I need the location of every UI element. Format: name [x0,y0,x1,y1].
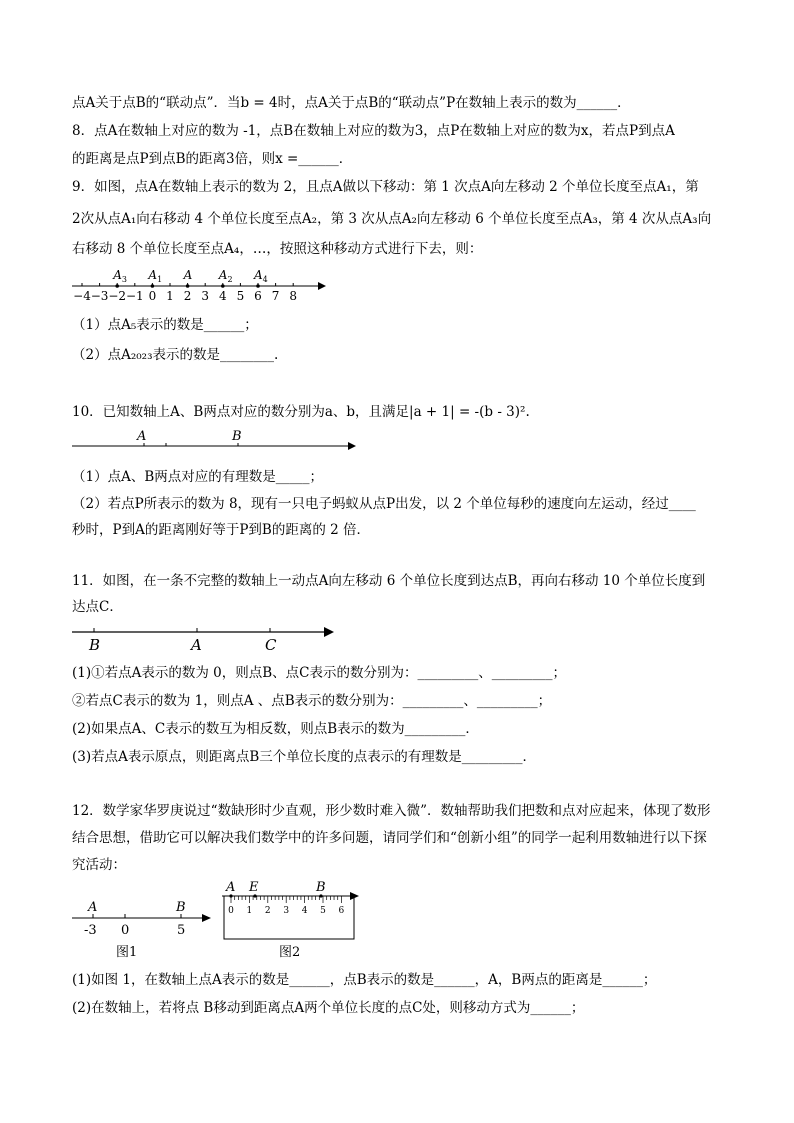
point-label-A: A [226,880,236,895]
number-line-figure-10 [70,426,360,456]
point-label-A: A [137,429,147,444]
tick-label: 0 [121,923,130,938]
point-label-C: C [265,636,277,654]
tick-label: −3 [90,289,109,303]
tick-label: 1 [166,289,174,303]
point-label-B: B [89,636,101,654]
text-line: （2）若点P所表示的数为 8，现有一只电子蚂蚁从点P出发，以 2 个单位每秒的速度向左运动，经过____ [72,496,696,512]
text-line: 结合思想，借助它可以解决我们数学中的许多问题，请同学们和“创新小组”的同学一起利用数轴进行以下探 [72,830,707,846]
text-line: (2)如果点A、C表示的数互为相反数，则点B表示的数为_________． [72,721,479,737]
ruler-tick-label: 6 [338,906,345,916]
point-A3 [115,284,119,288]
point-label-A3: $A_3$ [113,268,127,284]
tick-label: 0 [148,289,157,303]
point-A1 [151,284,155,288]
point-A2 [221,284,225,288]
text-line: (3)若点A表示原点，则距离点B三个单位长度的点表示的有理数是_________． [72,749,537,765]
point-A [186,284,190,288]
point-label-A2: $A_2$ [218,268,233,284]
point-label-B: B [232,429,242,444]
tick-label: −1 [125,289,144,303]
text-line: 8．点A在数轴上对应的数为 -1，点B在数轴上对应的数为3，点P在数轴上对应的数为x，若点P到点A [72,123,675,139]
tick-label: 5 [177,923,186,938]
text-line: （2）点A₂₀₂₃表示的数是________. [72,347,279,363]
tick-label: 2 [183,289,192,303]
tick-label: -3 [84,923,97,938]
point-label-A: A [88,900,98,915]
text-line: 11．如图，在一条不完整的数轴上一动点A向左移动 6 个单位长度到达点B，再向右移动 10 个单位长度到 [72,573,706,589]
point-label-B: B [176,900,186,915]
point-label-E: E [249,880,259,895]
figure-caption: 图1 [116,945,138,960]
tick-label: 3 [201,289,210,303]
ruler-tick-label: 4 [301,906,308,916]
point-label-A1: $A_1$ [148,268,163,284]
number-line-figure-11 [70,620,340,656]
point-A4 [256,284,260,288]
tick-label: 4 [218,289,227,303]
tick-label: 6 [254,289,262,303]
text-line: 2次从点A₁向右移动 4 个单位长度至点A₂，第 3 次从点A₂向左移动 6 个单位长度至点A₃，第 4 次从点A₃向 [72,211,712,227]
tick-label: 7 [271,289,280,303]
text-line: 9．如图，点A在数轴上表示的数为 2，且点A做以下移动：第 1 次点A向左移动 2 个单位长度至点A₁，第 [72,179,699,195]
text-line: 10．已知数轴上A、B两点对应的数分别为a、b，且满足|a + 1| = -(b - 3)². [72,404,530,420]
text-line: (2)在数轴上，若将点 B移动到距离点A两个单位长度的点C处，则移动方式为______； [72,1000,585,1016]
tick-label: −4 [73,289,91,303]
number-line-figure-9 [70,264,330,304]
text-line: 的距离是点P到点B的距离3倍，则x =______． [72,151,353,167]
text-line: （1）点A₅表示的数是______； [72,317,258,333]
text-line: (1)如图 1，在数轴上点A表示的数是______，点B表示的数是______，A，B两点的距离是______； [72,972,657,988]
point-label-A4: $A_4$ [254,268,268,284]
figure-caption: 图2 [279,945,301,960]
point-label-A: A [191,636,202,654]
ruler-tick-label: 2 [264,906,271,916]
tick-label: 8 [289,289,298,303]
ruler-tick-label: 0 [228,906,234,916]
ruler-tick-label: 3 [283,906,290,916]
tick-label: 5 [236,289,245,303]
text-line: （1）点A、B两点对应的有理数是_____； [72,469,324,485]
tick-label: −2 [108,289,127,303]
text-line: 12．数学家华罗庚说过“数缺形时少直观，形少数时难入微”．数轴帮助我们把数和点对应起来，体现了数形 [72,803,711,819]
text-line: 达点C． [72,599,123,615]
text-line: 究活动： [72,857,126,873]
text-line: 秒时，P到A的距离刚好等于P到B的距离的 2 倍． [72,522,371,538]
text-line: (1)①若点A表示的数为 0，则点B、点C表示的数分别为：_________、_________； [72,665,567,681]
ruler-tick-label: 1 [246,906,253,916]
text-line: 右移动 8 个单位长度至点A₄，…，按照这种移动方式进行下去，则： [72,241,483,257]
text-line: ②若点C表示的数为 1，则点A 、点B表示的数分别为：_________、_________； [72,693,552,709]
ruler-tick-label: 5 [320,906,326,916]
ruler-figure-12-2 [220,880,370,962]
number-line-figure-12-1 [70,896,220,962]
point-label-B: B [316,880,326,895]
point-label-A: A [183,268,193,282]
text-line: 点A关于点B的“联动点”．当b = 4时，点A关于点B的“联动点”P在数轴上表示的数为______． [72,95,631,111]
